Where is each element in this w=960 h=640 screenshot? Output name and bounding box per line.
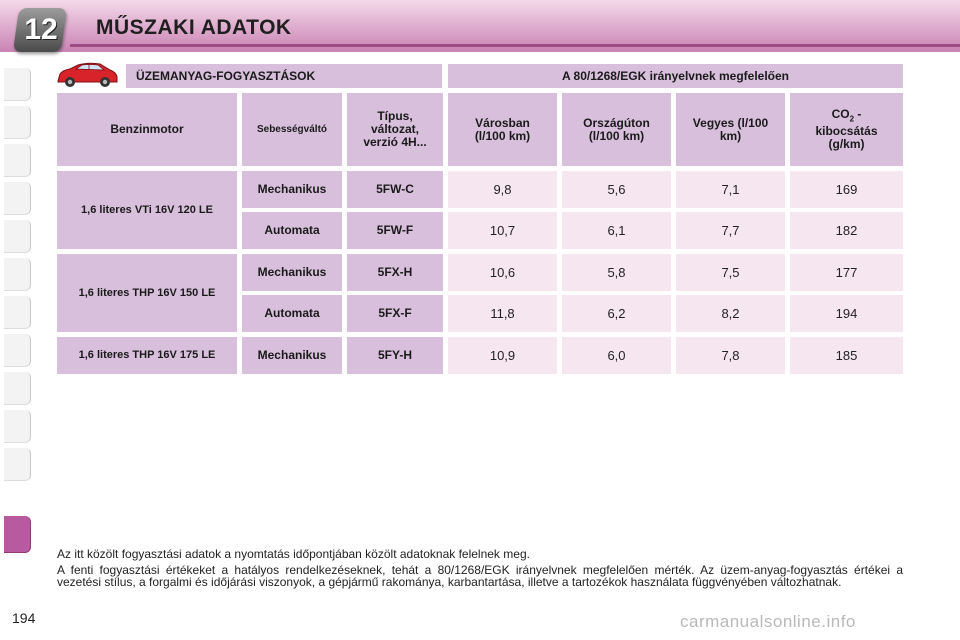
chapter-tab[interactable] [4,448,31,481]
section-title: ÜZEMANYAG-FOGYASZTÁSOK [126,64,442,88]
directive-title: A 80/1268/EGK irányelvnek megfelelően [448,64,903,88]
watermark: carmanualsonline.info [680,612,856,631]
chapter-tab[interactable] [4,258,31,291]
co2-cell: 177 [790,254,903,291]
chapter-tab[interactable] [4,68,31,101]
gearbox-cell: Automata [242,212,342,249]
engine-label: 1,6 literes THP 16V 175 LE [57,337,237,374]
combined-cell: 7,8 [676,337,785,374]
co2-subscript: 2 [849,114,855,124]
type-cell: 5FX-F [347,295,443,332]
combined-cell: 7,1 [676,171,785,208]
engine-label: 1,6 literes VTi 16V 120 LE [57,171,237,249]
type-cell: 5FW-F [347,212,443,249]
co2-cell: 169 [790,171,903,208]
highway-cell: 6,0 [562,337,671,374]
gearbox-cell: Automata [242,295,342,332]
page-number: 194 [12,610,36,626]
chapter-tab[interactable] [4,372,31,405]
co2-cell: 182 [790,212,903,249]
gearbox-cell: Mechanikus [242,254,342,291]
combined-cell: 8,2 [676,295,785,332]
gearbox-cell: Mechanikus [242,337,342,374]
chapter-tab-active[interactable] [4,516,31,553]
highway-cell: 5,8 [562,254,671,291]
co2-cell: 185 [790,337,903,374]
combined-cell: 7,7 [676,212,785,249]
city-cell: 10,7 [448,212,557,249]
co2-label-rest: - kibocsátás (g/km) [815,106,878,152]
header-gearbox: Sebességváltó [242,93,342,166]
header-co2 [790,93,903,166]
gearbox-cell: Mechanikus [242,171,342,208]
chapter-tab[interactable] [4,144,31,177]
chapter-tabs [0,60,34,580]
chapter-tab[interactable] [4,220,31,253]
footnote: Az itt közölt fogyasztási adatok a nyomtatás időpontjában közölt adatoknak felelnek meg. [57,547,530,561]
car-icon [54,60,120,90]
chapter-tab[interactable] [4,106,31,139]
header-city: Városban (l/100 km) [448,93,557,166]
co2-cell: 194 [790,295,903,332]
city-cell: 9,8 [448,171,557,208]
header-rule [70,44,960,47]
header-engine: Benzinmotor [57,93,237,166]
city-cell: 10,9 [448,337,557,374]
city-cell: 10,6 [448,254,557,291]
type-cell: 5FY-H [347,337,443,374]
engine-label: 1,6 literes THP 16V 150 LE [57,254,237,332]
combined-cell: 7,5 [676,254,785,291]
chapter-number: 12 [24,13,58,46]
co2-label: CO [831,106,850,121]
highway-cell: 6,2 [562,295,671,332]
footnotes [57,548,903,592]
chapter-tab[interactable] [4,296,31,329]
chapter-tab[interactable] [4,410,31,443]
header-highway: Országúton (l/100 km) [562,93,671,166]
chapter-tab[interactable] [4,182,31,215]
header-combined: Vegyes (l/100 km) [676,93,785,166]
footnote: A fenti fogyasztási értékeket a hatályos rendelkezéseknek, tehát a 80/1268/EGK irányelvnek megfelelően mérték. Az üzem-anyag-fogyasztás értékei a vezetési stílus, a forgalmi és időjárási viszonyok, a gépjármű rakománya, karbantartása, illetve a tartozékok használata függvényében változhatnak. [57,563,903,589]
header-type: Típus, változat, verzió 4H... [347,93,443,166]
highway-cell: 5,6 [562,171,671,208]
highway-cell: 6,1 [562,212,671,249]
city-cell: 11,8 [448,295,557,332]
type-cell: 5FW-C [347,171,443,208]
type-cell: 5FX-H [347,254,443,291]
chapter-tab[interactable] [4,334,31,367]
page-title: MŰSZAKI ADATOK [96,16,292,39]
